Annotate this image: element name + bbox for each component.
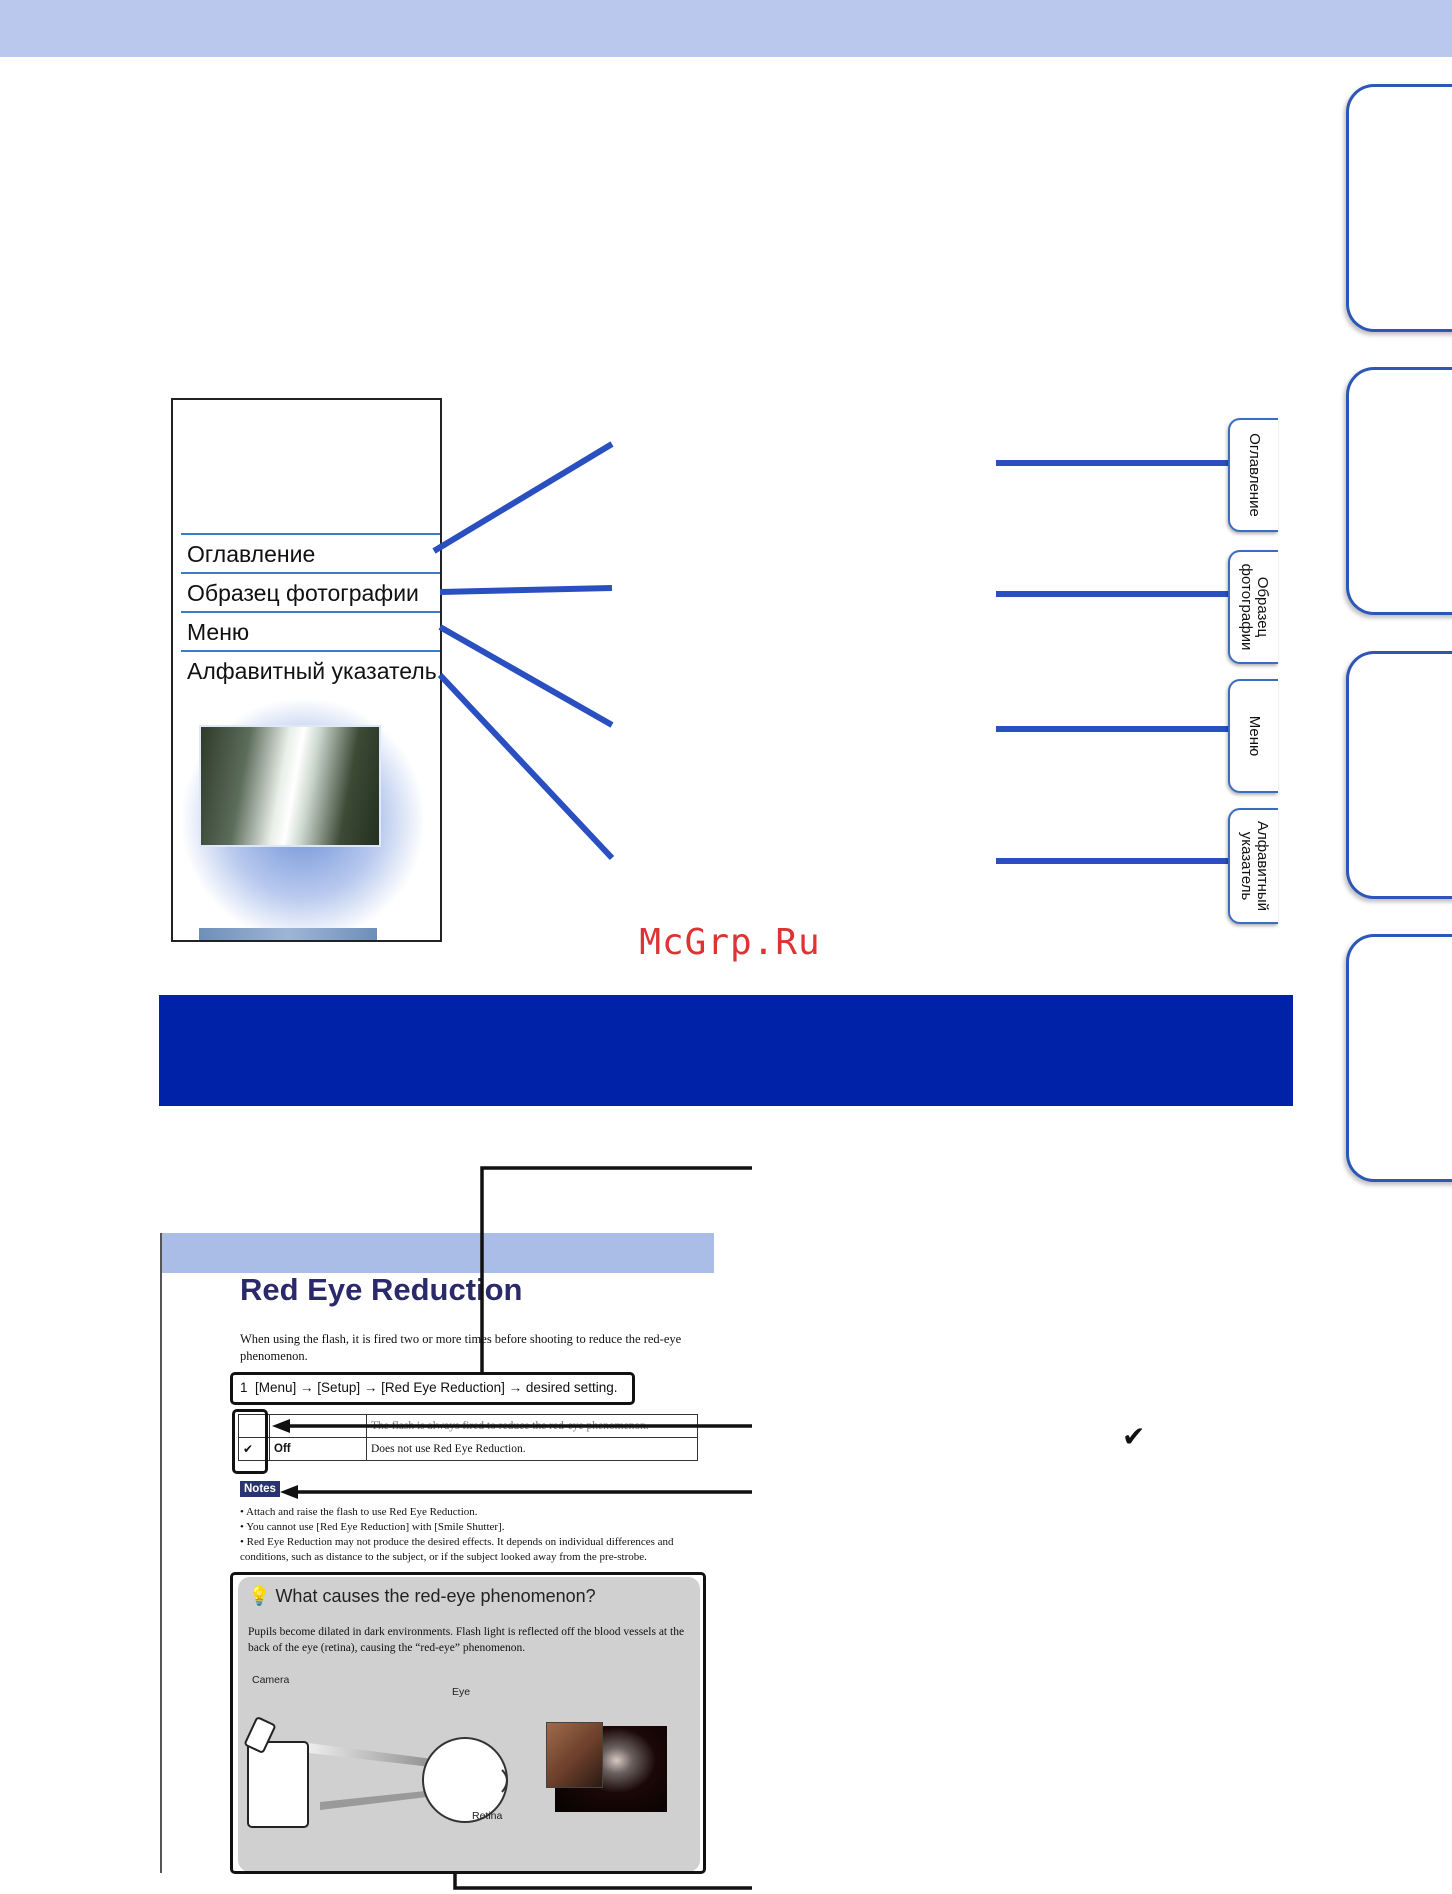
checkmark-icon: ✔ bbox=[1122, 1421, 1146, 1452]
label-retina: Retina bbox=[472, 1810, 503, 1822]
nav-item-sample-photo: Образец фотографии bbox=[181, 572, 441, 610]
mini-tab-sample-photo: Образец фотографии bbox=[1228, 550, 1278, 664]
label-eye: Eye bbox=[452, 1686, 471, 1698]
label-camera: Camera bbox=[252, 1674, 290, 1686]
notes-badge: Notes bbox=[240, 1481, 280, 1497]
tip-title: 💡 What causes the red-eye phenomenon? bbox=[248, 1586, 596, 1606]
sample-intro: When using the flash, it is fired two or more times before shooting to reduce the red-eye phenomenon. bbox=[240, 1332, 682, 1363]
mini-tab-menu: Меню bbox=[1228, 679, 1278, 793]
sample-page-title: Red Eye Reduction bbox=[240, 1272, 523, 1307]
leader-line bbox=[482, 1168, 752, 1373]
mini-tab-index: Алфавитный указатель bbox=[1228, 808, 1278, 924]
row-desc: The flash is always fired to reduce the red-eye phenomenon. bbox=[367, 1415, 698, 1438]
nav-item-menu: Меню bbox=[181, 611, 441, 649]
leader-line bbox=[455, 1874, 752, 1888]
step-text: [Menu] → [Setup] → [Red Eye Reduction] → desired setting. bbox=[255, 1380, 618, 1395]
watermark: McGrp.Ru bbox=[639, 922, 821, 963]
list-item: • Red Eye Reduction may not produce the desired effects. It depends on individual differences and conditions, such as distance to the subject, or if the subject looked away from the pre-strobe. bbox=[240, 1535, 710, 1565]
list-item: • Attach and raise the flash to use Red Eye Reduction. bbox=[240, 1505, 710, 1520]
row-desc: Does not use Red Eye Reduction. bbox=[367, 1438, 698, 1461]
arrowhead bbox=[272, 1419, 290, 1433]
nav-item-index: Алфавитный указатель bbox=[181, 650, 441, 688]
list-item: • You cannot use [Red Eye Reduction] with [Smile Shutter]. bbox=[240, 1520, 710, 1535]
step-number: 1 bbox=[240, 1380, 248, 1395]
mini-tab-contents: Оглавление bbox=[1228, 418, 1278, 532]
checkmark-icon: ✔ bbox=[243, 1441, 254, 1456]
nav-item-contents: Оглавление bbox=[181, 533, 441, 571]
row-label: Off bbox=[270, 1438, 367, 1461]
lightbulb-icon: 💡 bbox=[248, 1586, 271, 1606]
arrowhead bbox=[280, 1485, 298, 1499]
tip-body: Pupils become dilated in dark environments. Flash light is reflected off the blood vessels at the back of the eye (retina), causing the “red-eye” phenomenon. bbox=[248, 1626, 685, 1654]
